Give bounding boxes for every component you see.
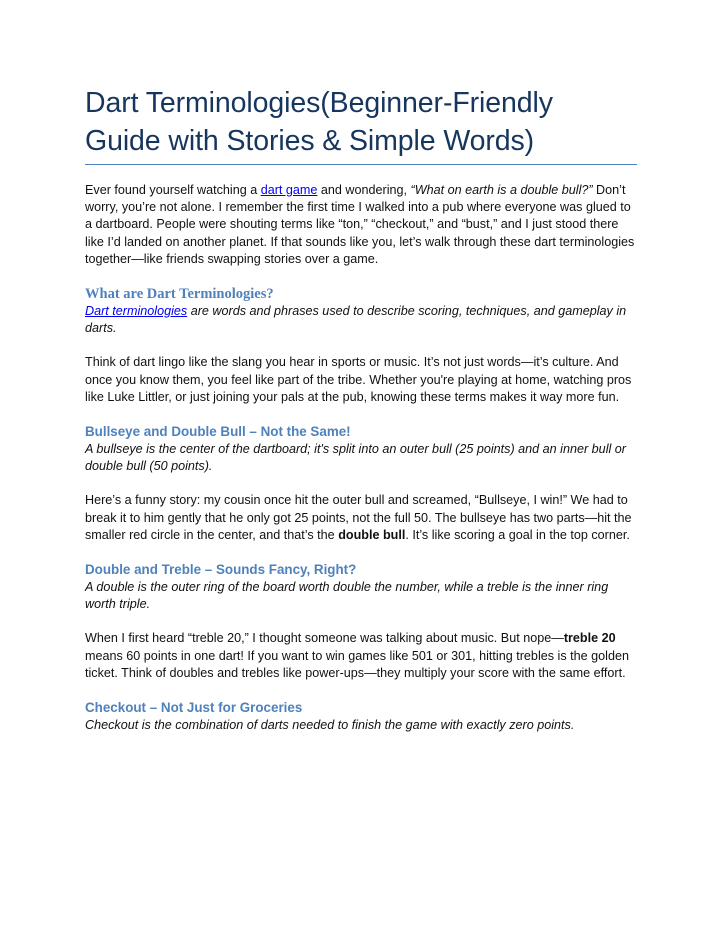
title-line-2: Guide with Stories & Simple Words) (85, 125, 535, 157)
definition-double-treble: A double is the outer ring of the board worth double the number, while a treble is the inner ring worth triple. (85, 580, 609, 612)
intro-text-3: Don’t worry, you’re not alone. I remember the first time I walked into a pub where everyone was glued to a dartboard. People were shouting terms like “ton,” “checkout,” and “bust,” and I just stood there like I’d landed on another planet. If that sounds like you, let’s walk through these dart terminologies together—like friends swapping stories over a game. (85, 183, 635, 266)
definition-text: are words and phrases used to describe scoring, techniques, and gameplay in darts. (85, 304, 627, 336)
dart-terminologies-link[interactable]: Dart terminologies (85, 304, 188, 319)
definition-bullseye: A bullseye is the center of the dartboard; it's split into an outer bull (25 points) and an inner bull or double bull (50 points). (85, 442, 626, 474)
bullseye-text-2: . It’s like scoring a goal in the top corner. (405, 527, 630, 542)
document-page (85, 84, 637, 734)
page-title (85, 84, 637, 160)
definition-dart-terminologies (85, 303, 637, 337)
section-heading-bullseye: Bullseye and Double Bull – Not the Same! (85, 424, 351, 440)
treble-text-2: means 60 points in one dart! If you want to win games like 501 or 301, hitting trebles is the golden ticket. Think of doubles and trebles like power-ups—they multiply your score with the same effort. (85, 648, 629, 680)
title-line-1: Dart Terminologies(Beginner-Friendly (85, 87, 553, 119)
treble-bold-term: treble 20 (563, 631, 616, 646)
title-divider (85, 164, 637, 165)
definition-checkout: Checkout is the combination of darts needed to finish the game with exactly zero points. (85, 718, 575, 733)
section-heading-double-treble: Double and Treble – Sounds Fancy, Right? (85, 562, 357, 578)
treble-text-1: When I first heard “treble 20,” I thought someone was talking about music. But nope— (85, 631, 564, 646)
body-paragraph-dart-lingo: Think of dart lingo like the slang you hear in sports or music. It’s not just words—it’s culture. And once you know them, you feel like part of the tribe. Whether you're playing at home, watching pros like Luke Littler, or just joining your pals at the pub, knowing these terms makes it way more fun. (85, 355, 632, 404)
intro-text-1: Ever found yourself watching a (85, 183, 261, 197)
section-heading-checkout: Checkout – Not Just for Groceries (85, 700, 303, 716)
dart-game-link[interactable]: dart game (260, 183, 318, 197)
body-paragraph-treble-story (85, 630, 637, 682)
intro-quote: “What on earth is a double bull?” (410, 183, 593, 197)
bullseye-bold-term: double bull (338, 527, 406, 542)
intro-paragraph (85, 182, 637, 268)
body-paragraph-bullseye-story (85, 492, 637, 544)
section-heading-what-are-dart-terminologies: What are Dart Terminologies? (85, 286, 274, 303)
intro-text-2: and wondering, (317, 183, 411, 197)
bullseye-text-1: Here’s a funny story: my cousin once hit the outer bull and screamed, “Bullseye, I win!” We had to break it to him gently that he only got 25 points, not the full 50. The bullseye has two parts—hit the smaller red circle in the center, and that’s the (85, 493, 632, 542)
